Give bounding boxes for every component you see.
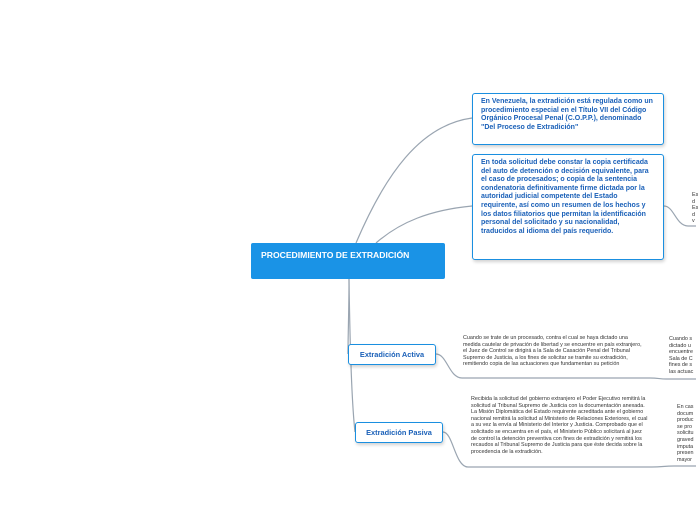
clipped-line: las actuac <box>669 368 694 375</box>
clipped-node-right-middle[interactable] <box>669 336 696 376</box>
clipped-line: produc <box>677 417 694 424</box>
activa-description[interactable]: Cuando se trate de un procesado, contra el cual se haya dictado una medida cautelar de privación de libertad y se encuentre en país extranjero, el Juez de Control se dirigirá a la Sala de Casación Penal del Tribunal Supremo de Justicia, a los fines de solicitar se tramite su extradición, remitiendo copia de las actuaciones que fundamentan su petición <box>463 335 642 368</box>
link-clip-2 <box>650 378 696 379</box>
link-root-topic-2 <box>376 206 472 243</box>
clipped-line: dictado u <box>669 342 691 349</box>
root-node[interactable]: PROCEDIMIENTO DE EXTRADICIÓN <box>251 243 445 279</box>
topic-node-venezuela[interactable]: En Venezuela, la extradición está regulada como un procedimiento especial en el Título VII del Código Orgánico Procesal Penal (C.O.P.P.), denominado "Del Proceso de Extradición" <box>472 93 664 145</box>
clipped-line: Cuando s <box>669 336 693 342</box>
clipped-line: v <box>692 218 695 225</box>
clipped-line: encuentre <box>669 349 693 356</box>
subtopic-node-pasiva[interactable] <box>355 422 443 443</box>
clipped-node-right-bottom[interactable] <box>677 404 696 463</box>
clipped-line: d <box>692 211 695 218</box>
clipped-line: fines de s <box>669 362 693 369</box>
clipped-node-right-top[interactable] <box>692 192 696 225</box>
clipped-line: mayor <box>677 456 692 463</box>
clipped-line: Es <box>692 205 698 212</box>
subtopic-label: Extradición Pasiva <box>366 428 432 437</box>
clipped-line: solicitu <box>677 430 694 437</box>
pasiva-description[interactable]: Recibida la solicitud del gobierno extranjero el Poder Ejecutivo remitirá la solicitud al Tribunal Supremo de Justicia con la documentación anexada. La Misión Diplomática del Estado requirente acreditada ante el gobierno nacional remitirá la solicitud al Ministerio de Relaciones Exteriores, el cual a su vez la envía al Ministerio del Interior y Justicia. Comprobado que el solicitado se encuentra en el país, el Ministerio Público solicitará al juez de control la detención preventiva con fines de extradición y remitirá los recaudos al Tribunal Supremo de Justicia para que éste decida sobre la procedencia de la extradición. <box>471 396 648 455</box>
clipped-line: Sala de C <box>669 355 693 362</box>
link-clip-3 <box>652 466 696 467</box>
clipped-line: Es <box>692 192 698 198</box>
clipped-line: graved <box>677 436 694 443</box>
clipped-line: se pro <box>677 423 692 430</box>
subtopic-node-activa[interactable] <box>348 344 436 365</box>
clipped-line: imputa <box>677 443 694 450</box>
clipped-line: d <box>692 198 695 205</box>
subtopic-label: Extradición Activa <box>359 350 425 359</box>
clipped-line: docum <box>677 410 694 417</box>
topic-node-solicitud[interactable]: En toda solicitud debe constar la copia certificada del auto de detención o decisión equivalente, para el caso de procesados; o copia de la sentencia condenatoria definitivamente firme dictada por la autoridad judicial competente del Estado requirente, así como un resumen de los hechos y los datos filiatorios que permitan la identificación personal del solicitado y su nacionalidad, traducidos al idioma del país requerido. <box>472 154 664 260</box>
link-root-topic-1 <box>356 118 472 243</box>
clipped-line: presen <box>677 450 694 457</box>
clipped-line: En cas <box>677 404 694 410</box>
